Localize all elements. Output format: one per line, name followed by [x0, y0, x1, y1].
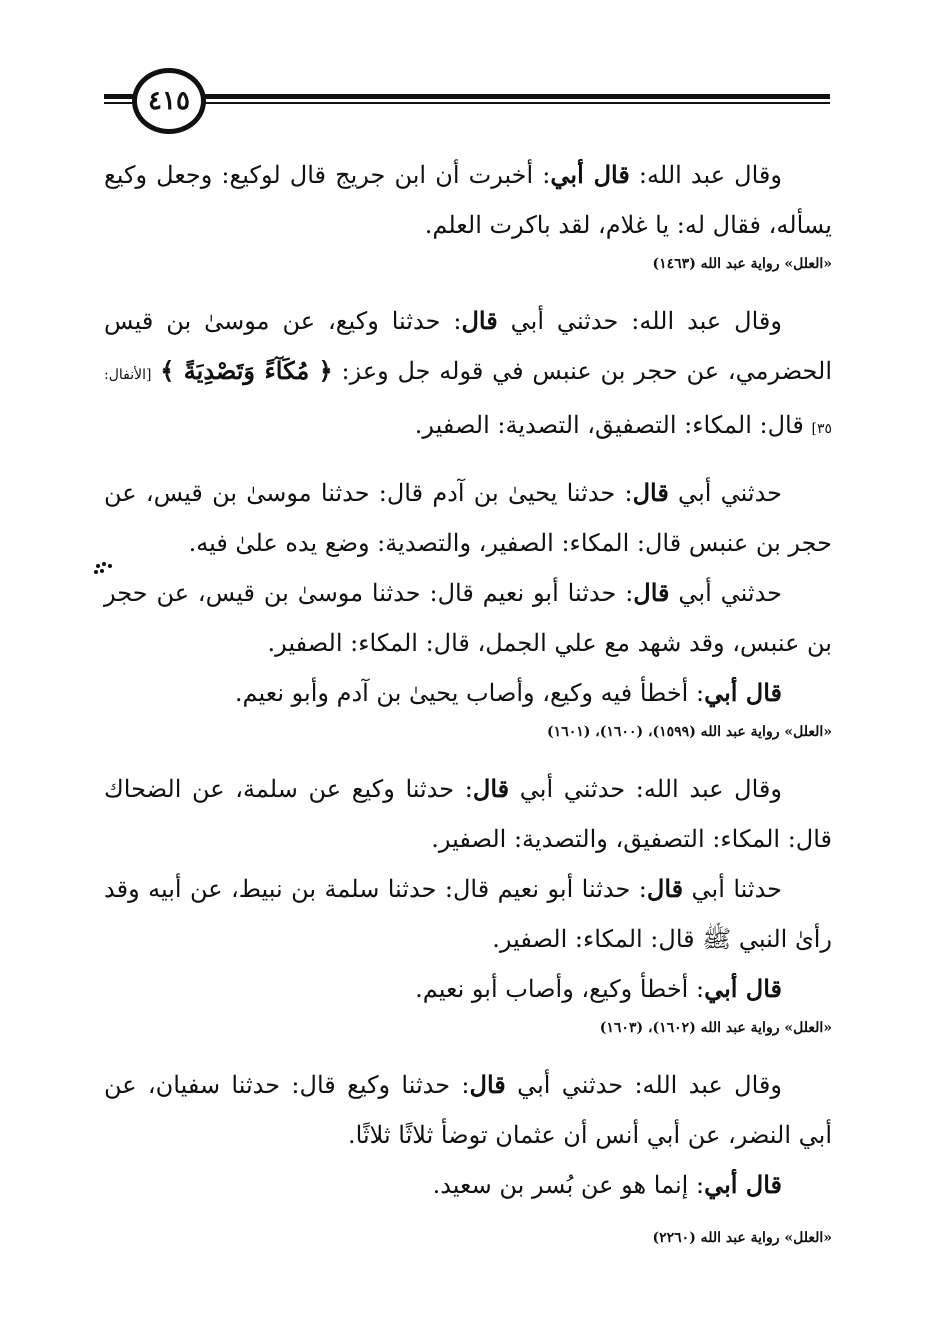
paragraph — [104, 296, 832, 454]
header-rule-thin — [104, 102, 830, 104]
speaker-label: قال أبي — [704, 1170, 782, 1199]
paragraph-lead: وقال عبد الله: حدثني أبي — [497, 307, 782, 335]
paragraph-lead: حدثنا أبي — [683, 875, 782, 903]
paragraph-lead: حدثني أبي — [668, 479, 782, 507]
paragraph-text: : حدثنا وكيع عن سلمة، عن الضحاك قال: المكاء: التصفيق، والتصدية: الصفير. — [104, 775, 832, 853]
paragraph-lead: وقال عبد الله: حدثني أبي — [509, 775, 782, 803]
source-citation: «العلل» رواية عبد الله (١٤٦٣) — [652, 256, 832, 272]
speaker-label: قال — [633, 578, 670, 607]
entry-2 — [104, 296, 832, 746]
speaker-label: قال — [461, 306, 498, 335]
paragraph-text: قال: المكاء: التصفيق، التصدية: الصفير. — [414, 411, 812, 439]
speaker-label: قال أبي — [704, 974, 782, 1003]
quran-quote: ﴿ مُكَآءً وَتَصْدِيَةً ﴾ — [160, 356, 333, 385]
paragraph-text: : أخطأ وكيع، وأصاب أبو نعيم. — [415, 975, 705, 1003]
paragraph-lead: وقال عبد الله: حدثني أبي — [505, 1071, 782, 1099]
speaker-label: قال — [472, 774, 510, 803]
paragraph-text: : أخبرت أن ابن جريج قال لوكيع: وجعل وكيع يسأله، فقال له: يا غلام، لقد باكرت العلم. — [104, 161, 832, 239]
speaker-label: قال — [469, 1070, 506, 1099]
speaker-label: قال — [632, 478, 669, 507]
page-number: ٤١٥ — [148, 86, 190, 116]
paragraph — [104, 468, 832, 568]
paragraph — [104, 864, 832, 964]
source-citation: «العلل» رواية عبد الله (٢٢٦٠) — [652, 1230, 832, 1246]
source-citation: «العلل» رواية عبد الله (١٥٩٩)، (١٦٠٠)، (١٦٠١) — [547, 724, 832, 740]
paragraph-text: : حدثنا يحيىٰ بن آدم قال: حدثنا موسىٰ بن قيس، عن حجر بن عنبس قال: المكاء: الصفير، والتصدية: وضع يده علىٰ فيه. — [104, 479, 832, 557]
paragraph-text: : حدثنا أبو نعيم قال: حدثنا موسىٰ بن قيس، عن حجر بن عنبس، وقد شهد مع علي الجمل، قال: المكاء: الصفير. — [104, 579, 832, 657]
paragraph — [104, 568, 832, 668]
paragraph — [104, 150, 832, 250]
header-rule-thick — [104, 94, 830, 99]
paragraph — [104, 1160, 832, 1210]
speaker-label: قال أبي — [704, 678, 782, 707]
entry-3 — [104, 764, 832, 1042]
paragraph — [104, 964, 832, 1014]
verse-reference: [الأنفال: ٣٥] — [104, 367, 832, 437]
paragraph — [104, 1060, 832, 1160]
paragraph-text: : إنما هو عن بُسر بن سعيد. — [432, 1171, 705, 1199]
paragraph-text: : أخطأ فيه وكيع، وأصاب يحيىٰ بن آدم وأبو نعيم. — [234, 679, 705, 707]
page-number-badge — [132, 68, 206, 134]
paragraph-text: : حدثنا أبو نعيم قال: حدثنا سلمة بن نبيط، عن أبيه وقد رأىٰ النبي ﷺ قال: المكاء: الصفير. — [104, 875, 832, 953]
entry-4 — [104, 1060, 832, 1252]
speaker-label: قال أبي — [550, 160, 630, 189]
paragraph-lead: وقال عبد الله: — [629, 161, 782, 189]
paragraph — [104, 764, 832, 864]
source-citation: «العلل» رواية عبد الله (١٦٠٢)، (١٦٠٣) — [599, 1020, 832, 1036]
paragraph-text: : حدثنا وكيع قال: حدثنا سفيان، عن أبي النضر، عن أبي أنس أن عثمان توضأ ثلاثًا ثلاثًا. — [104, 1071, 832, 1149]
page-header — [104, 66, 830, 142]
page-content — [104, 150, 832, 1252]
entry-1 — [104, 150, 832, 278]
speaker-label: قال — [646, 874, 684, 903]
paragraph-text: : حدثنا وكيع، عن موسىٰ بن قيس الحضرمي، عن حجر بن عنبس في قوله جل وعز: — [104, 307, 832, 385]
paragraph — [104, 668, 832, 718]
paragraph-lead: حدثني أبي — [669, 579, 783, 607]
